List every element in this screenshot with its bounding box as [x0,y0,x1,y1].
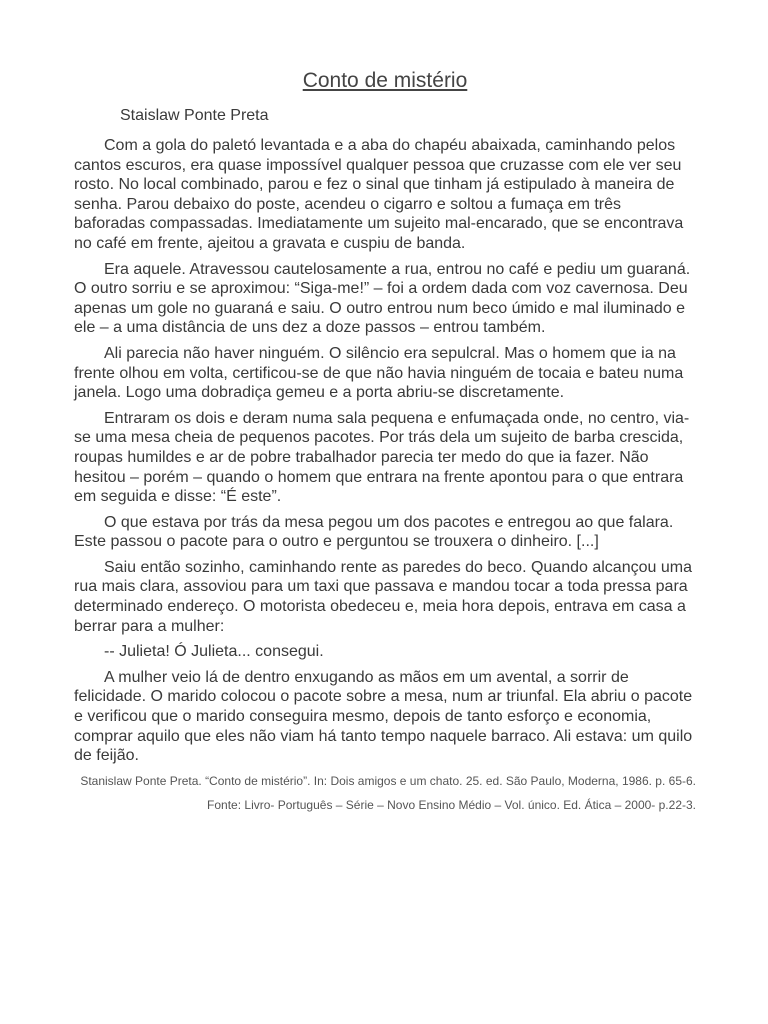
story-title: Conto de mistério [302,69,468,92]
story-paragraph: Era aquele. Atravessou cautelosamente a rua, entrou no café e pediu um guaraná. O outro sorriu e se aproximou: “Siga-me!” – foi a ordem dada com voz cavernosa. Deu apenas um gole no guaraná e saiu. O outro entrou num beco úmido e mal iluminado e ele – a uma distância de uns dez a doze passos – entrou também. [74,260,691,337]
story-paragraph: Saiu então sozinho, caminhando rente as paredes do beco. Quando alcançou uma rua mais clara, assoviou para um taxi que passava e mandou tocar a toda pressa para determinado endereço. O motorista obedeceu e, meia hora depois, entrava em casa a berrar para a mulher: [74,558,692,635]
citation: Stanislaw Ponte Preta. “Conto de mistério”. In: Dois amigos e um chato. 25. ed. São Paulo, Moderna, 1986. p. 65-6. [80,773,696,788]
references [74,772,696,814]
story-paragraph: Com a gola do paletó levantada e a aba do chapéu abaixada, caminhando pelos cantos escuros, era quase impossível qualquer pessoa que cruzasse com ele ver seu rosto. No local combinado, parou e fez o sinal que tinham já estipulado à maneira de senha. Parou debaixo do poste, acendeu o cigarro e soltou a fumaça em três baforadas compassadas. Imediatamente um sujeito mal-encarado, que se encontrava no café em frente, ajeitou a gravata e cuspiu de banda. [74,137,684,252]
document-page [74,66,696,820]
story-paragraph: Ali parecia não haver ninguém. O silêncio era sepulcral. Mas o homem que ia na frente olhou em volta, certificou-se de que não havia ninguém de tocaia e bateu numa janela. Logo uma dobradiça gemeu e a porta abriu-se discretamente. [74,344,684,402]
story-paragraph: Entraram os dois e deram numa sala pequena e enfumaçada onde, no centro, via-se uma mesa cheia de pequenos pacotes. Por trás dela um sujeito de barba crescida, roupas humildes e ar de pobre trabalhador parecia ter medo do que ia fazer. Não hesitou – porém – quando o homem que entrara na frente apontou para o que entrara em seguida e disse: “É este”. [74,409,690,506]
story-paragraph: A mulher veio lá de dentro enxugando as mãos em um avental, a sorrir de felicidade. O marido colocou o pacote sobre a mesa, num ar triunfal. Ela abriu o pacote e verificou que o marido conseguira mesmo, depois de tanto esforço e economia, comprar aquilo que eles não viam há tanto tempo naquele barraco. Ali estava: um quilo de feijão. [74,668,693,765]
story-paragraph: O que estava por trás da mesa pegou um dos pacotes e entregou ao que falara. Este passou o pacote para o outro e perguntou se trouxera o dinheiro. [...] [74,513,674,551]
source-note: Fonte: Livro- Português – Série – Novo Ensino Médio – Vol. único. Ed. Ática – 2000- p.22-3. [207,797,696,812]
story-paragraph: -- Julieta! Ó Julieta... consegui. [104,643,324,661]
story-author: Staislaw Ponte Preta [120,107,269,124]
